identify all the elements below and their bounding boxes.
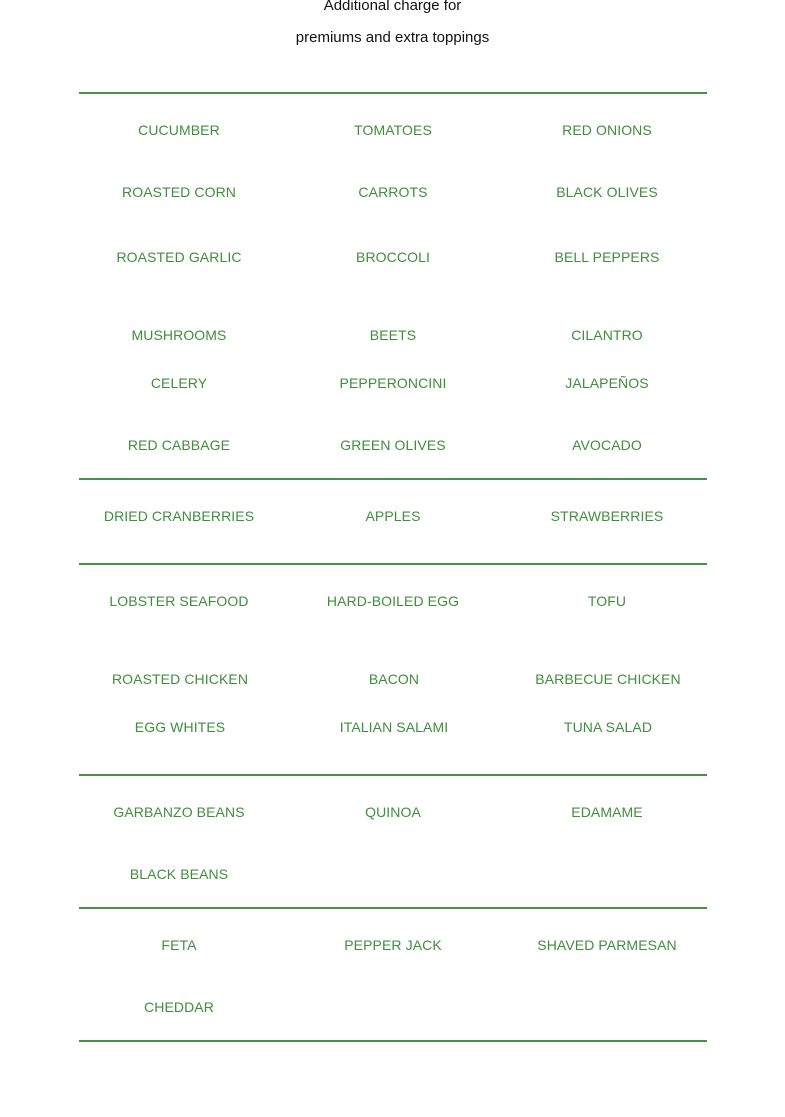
section-divider: [79, 478, 707, 480]
topping-item[interactable]: GREEN OLIVES: [340, 437, 446, 453]
topping-item[interactable]: BACON: [368, 671, 420, 687]
topping-item[interactable]: BARBECUE CHICKEN: [535, 671, 681, 687]
topping-item[interactable]: AVOCADO: [572, 437, 642, 453]
topping-item[interactable]: BLACK BEANS: [129, 866, 229, 882]
topping-item[interactable]: GARBANZO BEANS: [113, 804, 245, 820]
topping-item[interactable]: LOBSTER SEAFOOD: [109, 593, 249, 609]
topping-item[interactable]: BEETS: [369, 327, 417, 343]
topping-item[interactable]: TOFU: [587, 593, 627, 609]
topping-item[interactable]: TUNA SALAD: [563, 719, 653, 735]
topping-item[interactable]: PEPPER JACK: [344, 937, 442, 953]
section-divider: [79, 563, 707, 565]
topping-item[interactable]: TOMATOES: [354, 122, 432, 138]
intro-line-2: premiums and extra toppings: [295, 29, 490, 46]
topping-item[interactable]: CUCUMBER: [138, 122, 220, 138]
topping-item[interactable]: APPLES: [365, 508, 421, 524]
topping-item[interactable]: SHAVED PARMESAN: [537, 937, 677, 953]
topping-item[interactable]: RED CABBAGE: [127, 437, 231, 453]
topping-item[interactable]: ROASTED GARLIC: [116, 249, 242, 265]
section-divider: [79, 1040, 707, 1042]
topping-item[interactable]: ROASTED CHICKEN: [111, 671, 249, 687]
topping-item[interactable]: ROASTED CORN: [122, 184, 236, 200]
topping-item[interactable]: JALAPEÑOS: [565, 375, 649, 391]
topping-item[interactable]: MUSHROOMS: [131, 327, 227, 343]
topping-item[interactable]: CILANTRO: [571, 327, 643, 343]
section-divider: [79, 774, 707, 776]
section-divider: [79, 907, 707, 909]
section-divider: [79, 92, 707, 94]
topping-item[interactable]: PEPPERONCINI: [339, 375, 447, 391]
topping-item[interactable]: EDAMAME: [571, 804, 643, 820]
topping-item[interactable]: DRIED CRANBERRIES: [103, 508, 255, 524]
intro-line-1: Additional charge for: [323, 0, 462, 14]
topping-item[interactable]: EGG WHITES: [134, 719, 226, 735]
topping-item[interactable]: BLACK OLIVES: [556, 184, 658, 200]
topping-item[interactable]: CHEDDAR: [144, 999, 214, 1015]
topping-item[interactable]: CELERY: [150, 375, 208, 391]
topping-item[interactable]: FETA: [161, 937, 197, 953]
topping-item[interactable]: RED ONIONS: [562, 122, 652, 138]
topping-item[interactable]: BELL PEPPERS: [554, 249, 660, 265]
topping-item[interactable]: HARD-BOILED EGG: [326, 593, 460, 609]
topping-item[interactable]: STRAWBERRIES: [550, 508, 664, 524]
topping-item[interactable]: CARROTS: [358, 184, 428, 200]
topping-item[interactable]: BROCCOLI: [356, 249, 430, 265]
topping-item[interactable]: ITALIAN SALAMI: [339, 719, 449, 735]
topping-item[interactable]: QUINOA: [365, 804, 421, 820]
